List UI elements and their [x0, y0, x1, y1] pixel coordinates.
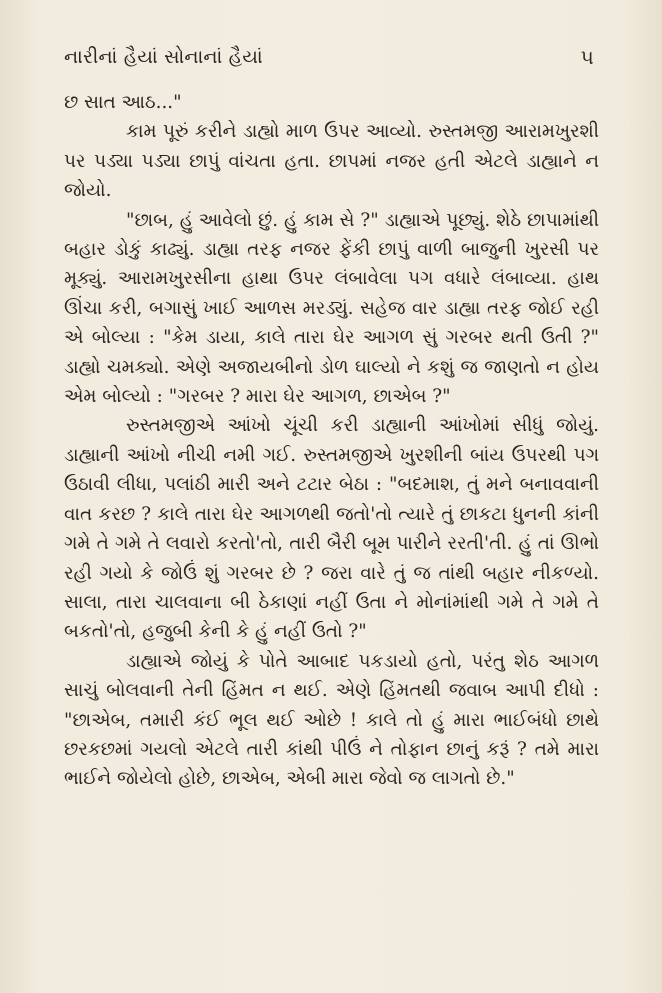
page-number: ૫	[580, 45, 594, 69]
paragraph: "છાબ, હું આવેલો છું. હું કામ સે ?" ડાહ્યાએ પૂછ્યું. શેઠે છાપામાંથી બહાર ડોકું કાઢ્યું. ડાહ્યા તરફ નજર ફેંકી છાપું વાળી બાજુની ખુરસી પર મૂક્યું. આરામખુરસીના હાથા ઉપર લંબાવેલા પગ વધારે લંબાવ્યા. હાથ ઊંચા કરી, બગાસું ખાઈ આળસ મરડ્યું. સહેજ વાર ડાહ્યા તરફ જોઈ રહી એ બોલ્યા : "કેમ ડાયા, કાલે તારા ઘેર આગળ સું ગરબર થતી ઉતી ?" ડાહ્યો ચમક્યો. એણે અજાયબીનો ડોળ ઘાલ્યો ને કશું જ જાણતો ન હોય એમ બોલ્યો : "ગરબર ? મારા ઘેર આગળ, છાએબ ?"	[64, 209, 599, 408]
paragraph: ડાહ્યાએ જોયું કે પોતે આબાદ પકડાયો હતો, પરંતુ શેઠ આગળ સાચું બોલવાની તેની હિંમત ન થઈ. એણે હિંમતથી જવાબ આપી દીધો : "છાએબ, તમારી કંઈ ભૂલ થઈ ઓછે ! કાલે તો હું મારા ભાઈબંધો છાથે છરકછમાં ગયલો એટલે તારી કાંથી પીઉં ને તોફાન છાનું કરૂં ? તમે મારા ભાઈને જોયેલો હોછે, છાએબ, એબી મારા જેવો જ લાગતો છે."	[64, 650, 599, 790]
paragraph: રુસ્તમજીએ આંખો ચૂંચી કરી ડાહ્યાની આંખોમાં સીધું જોયું. ડાહ્યાની આંખો નીચી નમી ગઈ. રુસ્તમજીએ ખુરશીની બાંય ઉપરથી પગ ઉઠાવી લીધા, પલાંઠી મારી અને ટટાર બેઠા : "બદમાશ, તું મને બનાવવાની વાત કરછ ? કાલે તારા ઘેર આગળથી જતો'તો ત્યારે તું છાકટા ધુનની કાંની ગમે તે ગમે તે લવારો કરતો'તો, તારી બૈરી બૂમ પારીને રરતી'તી. હું તાં ઊભો રહી ગયો કે જોઉં શું ગરબર છે ? જરા વારે તું જ તાંથી બહાર નીકળ્યો. સાલા, તારા ચાલવાના બી ઠેકાણાં નહીં ઉતા ને મોનાંમાંથી ગમે તે ગમે તે બકતો'તો, હજુબી કેની કે હું નહીં ઉતો ?"	[64, 415, 599, 643]
body-text	[64, 88, 599, 794]
running-head	[64, 40, 594, 74]
book-title: નારીનાં હૈયાં સોનાનાં હૈયાં	[64, 46, 263, 68]
paragraph: કામ પૂરું કરીને ડાહ્યો માળ ઉપર આવ્યો. રુસ્તમજી આરામખુરશી પર પડ્યા પડ્યા છાપું વાંચતા હતા. છાપમાં નજર હતી એટલે ડાહ્યાને ન જોયો.	[64, 121, 599, 202]
paragraph: છ સાત આઠ..."	[64, 92, 182, 113]
